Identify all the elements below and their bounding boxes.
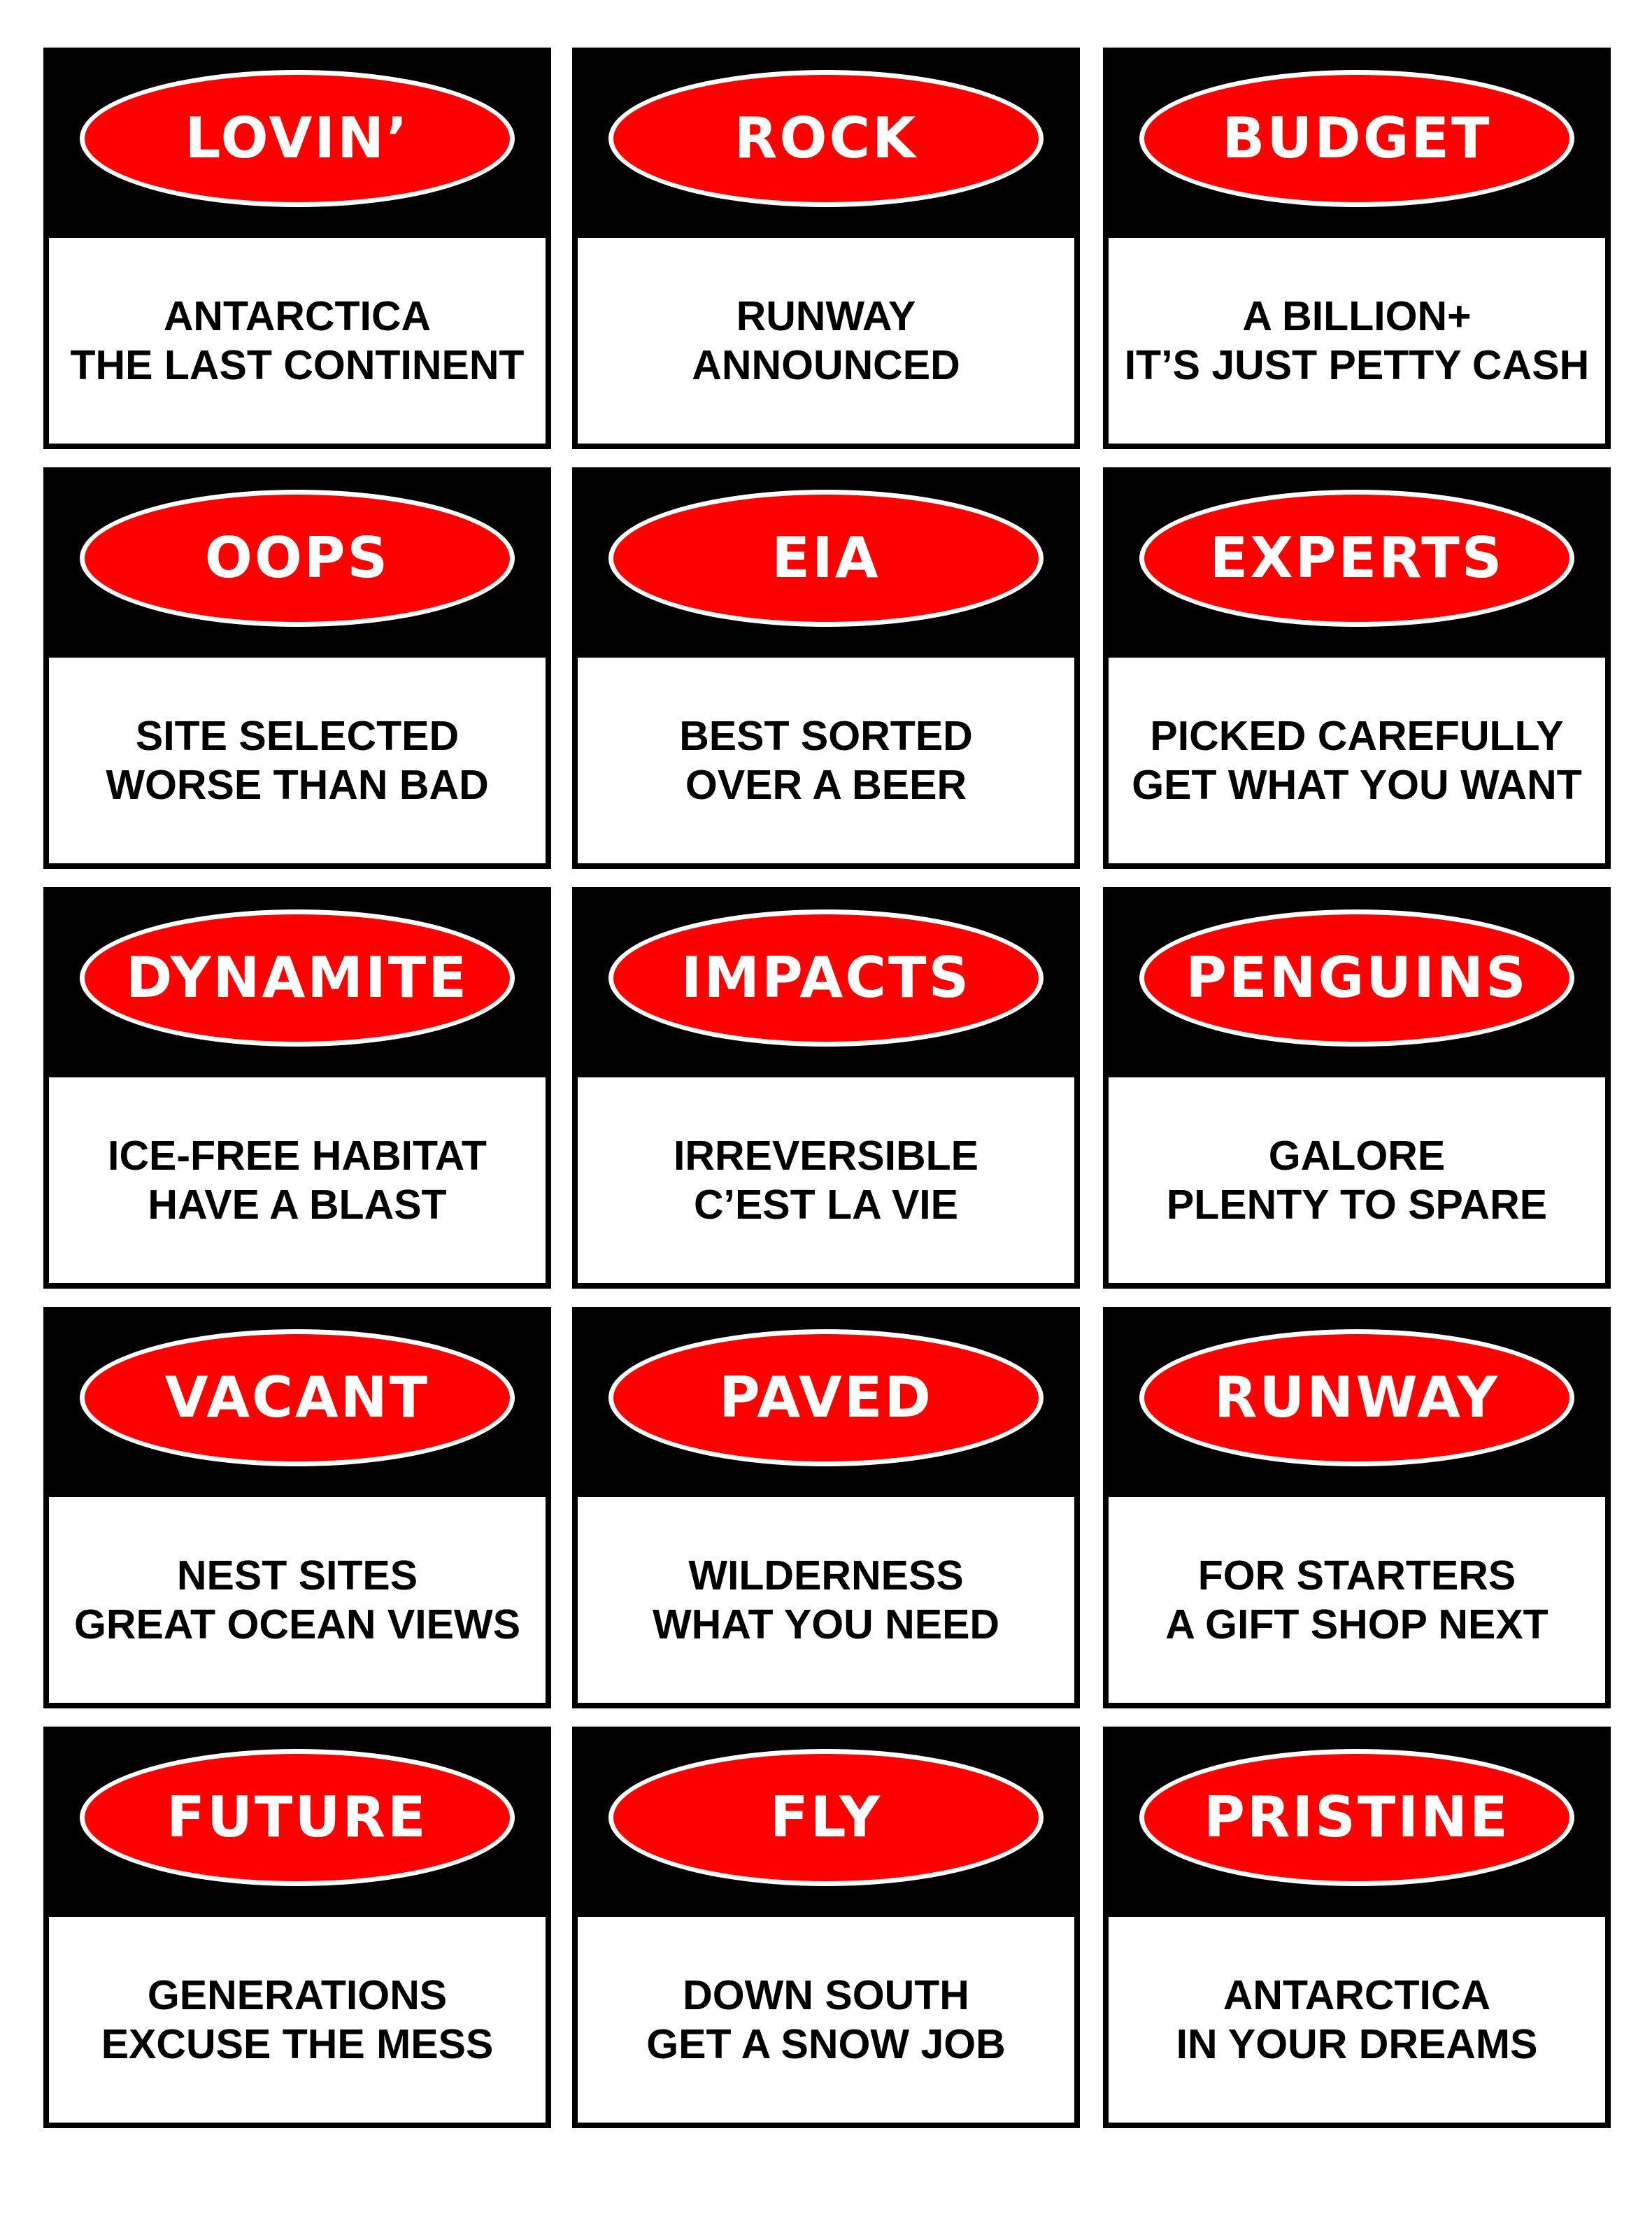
- sign-title: PENGUINS: [1185, 945, 1528, 1010]
- sign-card-eia: [572, 467, 1080, 869]
- sign-line-1: A BILLION+: [1242, 293, 1472, 339]
- sign-body: [49, 238, 546, 444]
- sign-line-1: RUNWAY: [736, 293, 916, 339]
- sign-line-1: IRREVERSIBLE: [673, 1133, 979, 1179]
- sign-header: [49, 1732, 546, 1917]
- sign-oval: [80, 70, 515, 207]
- sign-line-2: GREAT OCEAN VIEWS: [73, 1601, 521, 1648]
- sign-oval: [1139, 909, 1574, 1047]
- sign-line-2: PLENTY TO SPARE: [1166, 1182, 1548, 1228]
- sign-line-2: WHAT YOU NEED: [652, 1601, 1000, 1648]
- sign-oval: [80, 490, 515, 627]
- sign-card-vacant: [43, 1307, 551, 1708]
- sign-oval: [608, 1749, 1044, 1886]
- sign-oval: [608, 909, 1044, 1047]
- sign-title: EIA: [771, 525, 881, 590]
- sign-body: [49, 658, 546, 863]
- sign-header: [49, 1312, 546, 1497]
- sign-oval: [1139, 490, 1574, 627]
- sign-card-paved: [572, 1307, 1080, 1708]
- sign-line-1: ICE-FREE HABITAT: [108, 1133, 487, 1179]
- sign-line-1: GENERATIONS: [147, 1972, 448, 2018]
- sign-body: [1109, 238, 1605, 444]
- sign-line-1: GALORE: [1268, 1133, 1446, 1179]
- sign-title: BUDGET: [1222, 106, 1492, 171]
- sign-title: DYNAMITE: [126, 945, 469, 1010]
- sign-oval: [608, 70, 1044, 207]
- sign-line-1: FOR STARTERS: [1197, 1552, 1516, 1599]
- sign-title: PRISTINE: [1204, 1785, 1510, 1850]
- sign-header: [1109, 53, 1605, 238]
- sign-body: [578, 658, 1074, 863]
- sign-oval: [1139, 70, 1574, 207]
- sign-line-2: GET WHAT YOU WANT: [1132, 762, 1582, 808]
- sign-line-1: SITE SELECTED: [135, 713, 460, 759]
- sign-oval: [608, 1329, 1044, 1466]
- sign-title: IMPACTS: [681, 945, 971, 1010]
- sign-line-2: A GIFT SHOP NEXT: [1165, 1601, 1548, 1648]
- sign-card-impacts: [572, 887, 1080, 1289]
- sign-card-budget: [1103, 48, 1611, 449]
- sign-body: [578, 1497, 1074, 1703]
- sign-line-1: ANTARCTICA: [163, 293, 432, 339]
- sign-card-future: [43, 1727, 551, 2128]
- sign-card-rock: [572, 48, 1080, 449]
- sign-card-penguins: [1103, 887, 1611, 1289]
- sign-header: [49, 893, 546, 1077]
- sign-line-1: WILDERNESS: [688, 1552, 964, 1599]
- sign-line-1: DOWN SOUTH: [683, 1972, 969, 2018]
- sign-title: LOVIN’: [185, 106, 410, 171]
- sign-oval: [80, 1749, 515, 1886]
- sign-oval: [80, 1329, 515, 1466]
- sign-line-2: WORSE THAN BAD: [106, 762, 489, 808]
- sign-header: [1109, 1312, 1605, 1497]
- sign-header: [1109, 473, 1605, 658]
- sign-body: [1109, 658, 1605, 863]
- sign-header: [49, 53, 546, 238]
- sign-title: RUNWAY: [1213, 1365, 1500, 1430]
- sign-body: [1109, 1077, 1605, 1283]
- sign-title: FLY: [769, 1785, 883, 1850]
- sign-header: [49, 473, 546, 658]
- sign-body: [1109, 1917, 1605, 2123]
- sign-card-dynamite: [43, 887, 551, 1289]
- sign-header: [578, 53, 1074, 238]
- sign-card-runway: [1103, 1307, 1611, 1708]
- sign-line-2: HAVE A BLAST: [148, 1182, 447, 1228]
- sign-card-lovin: [43, 48, 551, 449]
- sign-body: [49, 1917, 546, 2123]
- sign-header: [1109, 893, 1605, 1077]
- sign-body: [49, 1497, 546, 1703]
- sign-card-experts: [1103, 467, 1611, 869]
- sign-header: [578, 1312, 1074, 1497]
- sign-body: [578, 1077, 1074, 1283]
- sign-header: [578, 893, 1074, 1077]
- sign-card-pristine: [1103, 1727, 1611, 2128]
- sign-line-2: ANNOUNCED: [692, 342, 960, 388]
- sign-title: PAVED: [719, 1365, 933, 1430]
- sign-header: [578, 1732, 1074, 1917]
- sign-oval: [1139, 1749, 1574, 1886]
- sign-title: VACANT: [164, 1365, 430, 1430]
- sign-header: [578, 473, 1074, 658]
- sign-line-2: GET A SNOW JOB: [646, 2021, 1006, 2067]
- sign-title: OOPS: [204, 525, 390, 590]
- sign-title: FUTURE: [166, 1785, 428, 1850]
- sign-body: [578, 1917, 1074, 2123]
- sign-body: [49, 1077, 546, 1283]
- sign-title: EXPERTS: [1209, 525, 1504, 590]
- sign-line-2: THE LAST CONTINENT: [70, 342, 525, 388]
- sign-line-2: EXCUSE THE MESS: [101, 2021, 494, 2067]
- sign-line-2: IN YOUR DREAMS: [1176, 2021, 1538, 2067]
- sign-line-2: IT’S JUST PETTY CASH: [1124, 342, 1590, 388]
- sign-card-oops: [43, 467, 551, 869]
- sign-card-fly: [572, 1727, 1080, 2128]
- sign-oval: [80, 909, 515, 1047]
- sign-line-1: NEST SITES: [176, 1552, 418, 1599]
- sign-oval: [608, 490, 1044, 627]
- sign-title: ROCK: [734, 106, 918, 171]
- sign-body: [578, 238, 1074, 444]
- sign-line-2: C’EST LA VIE: [693, 1182, 959, 1228]
- sign-header: [1109, 1732, 1605, 1917]
- sign-line-1: ANTARCTICA: [1223, 1972, 1491, 2018]
- sign-oval: [1139, 1329, 1574, 1466]
- sign-line-1: PICKED CAREFULLY: [1150, 713, 1564, 759]
- sign-body: [1109, 1497, 1605, 1703]
- sign-line-2: OVER A BEER: [685, 762, 967, 808]
- sign-line-1: BEST SORTED: [679, 713, 973, 759]
